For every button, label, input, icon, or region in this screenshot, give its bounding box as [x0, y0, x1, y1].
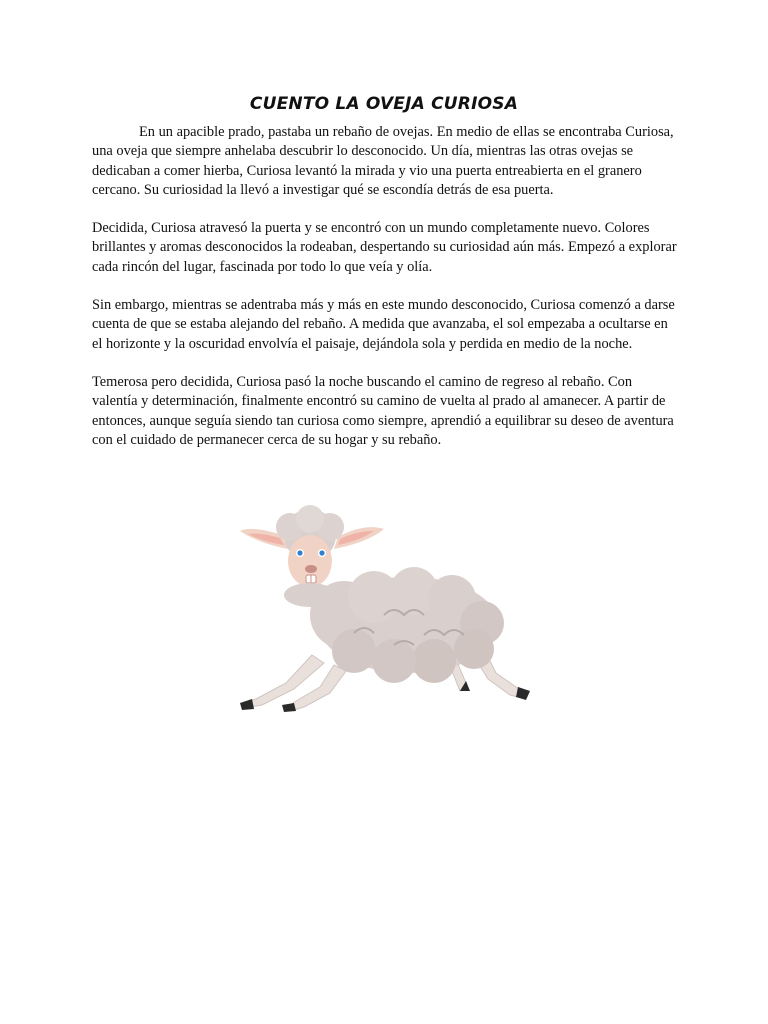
paragraph-4: Temerosa pero decidida, Curiosa pasó la noche buscando el camino de regreso al rebaño. Con valentía y determinación, finalmente encontró su camino de vuelta al prado al amanecer. A partir de entonces, aunque seguía siendo tan curiosa como siempre, aprendió a equilibrar su deseo de aventura con el cuidado de permanecer cerca de su hogar y su rebaño. — [92, 373, 674, 448]
paragraph-2: Decidida, Curiosa atravesó la puerta y se encontró con un mundo completamente nuevo. Colores brillantes y aromas desconocidos la rodeaban, despertando su curiosidad aún más. Empezó a explorar cada rincón del lugar, fascinada por todo lo que veía y olía. — [92, 220, 677, 275]
story-body — [92, 123, 678, 469]
sheep-illustration — [234, 505, 534, 715]
paragraph-1: En un apacible prado, pastaba un rebaño de ovejas. En medio de ellas se encontraba Curiosa, una oveja que siempre anhelaba descubrir lo desconocido. Un día, mientras las otras ovejas se dedicaban a comer hierba, Curiosa levantó la mirada y vio una puerta entreabierta en el granero cercano. Su curiosidad la llevó a investigar qué se escondía detrás de esa puerta. — [92, 124, 674, 198]
story-title: CUENTO LA OVEJA CURIOSA — [249, 94, 519, 114]
paragraph-3: Sin embargo, mientras se adentraba más y más en este mundo desconocido, Curiosa comenzó a darse cuenta de que se estaba alejando del rebaño. A medida que avanzaba, el sol empezaba a ocultarse en el horizonte y la oscuridad envolvía el paisaje, dejándola sola y perdida en medio de la noche. — [92, 297, 675, 352]
sheep-body — [310, 567, 504, 683]
sheep-front-legs — [240, 655, 346, 712]
